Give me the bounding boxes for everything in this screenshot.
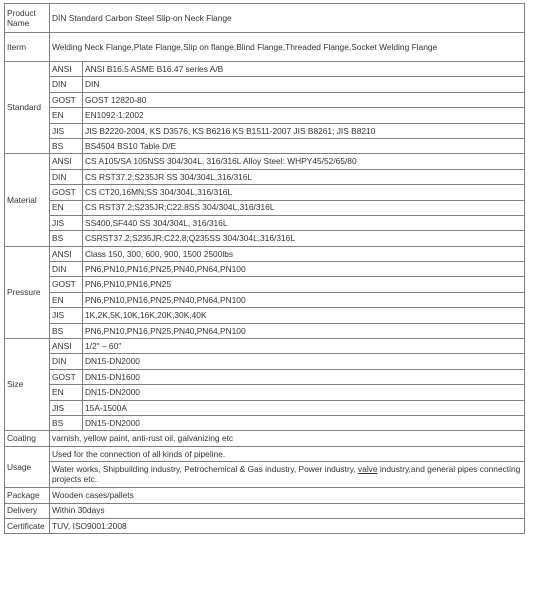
usage-text-before: Water works, Shipbuilding industry, Petrochemical & Gas industry, Power industry, — [52, 464, 358, 475]
delivery-value: Within 30days — [50, 503, 525, 518]
table-row — [5, 138, 525, 153]
coating-label: Coating — [5, 431, 50, 446]
material-value: SS400,SF440 SS 304/304L, 316/316L — [83, 215, 525, 230]
material-code: JIS — [50, 215, 83, 230]
usage-label: Usage — [5, 446, 50, 487]
size-value: DN15-DN2000 — [83, 385, 525, 400]
standard-code: BS — [50, 138, 83, 153]
standard-code: JIS — [50, 123, 83, 138]
delivery-row — [5, 503, 525, 518]
size-code: DIN — [50, 354, 83, 369]
size-code: GOST — [50, 369, 83, 384]
standard-value: DIN — [83, 77, 525, 92]
size-value: DN15-DN1600 — [83, 369, 525, 384]
material-code: BS — [50, 231, 83, 246]
item-label: Iterm — [5, 33, 50, 62]
table-row — [5, 339, 525, 354]
material-code: ANSI — [50, 154, 83, 169]
product-name-value: DIN Standard Carbon Steel Slip-on Neck Flange — [50, 4, 525, 33]
size-code: BS — [50, 415, 83, 430]
package-label: Package — [5, 488, 50, 503]
table-row — [5, 246, 525, 261]
table-row — [5, 277, 525, 292]
material-code: EN — [50, 200, 83, 215]
table-row — [5, 385, 525, 400]
material-label: Material — [5, 154, 50, 246]
pressure-code: DIN — [50, 262, 83, 277]
certificate-row — [5, 518, 525, 533]
size-value: 15A-1500A — [83, 400, 525, 415]
size-code: ANSI — [50, 339, 83, 354]
pressure-label: Pressure — [5, 246, 50, 338]
table-row — [5, 185, 525, 200]
table-row — [5, 415, 525, 430]
pressure-code: EN — [50, 292, 83, 307]
pressure-value: PN6,PN10,PN16,PN25,PN40,PN64,PN100 — [83, 262, 525, 277]
table-row — [5, 292, 525, 307]
table-row — [5, 323, 525, 338]
certificate-value: TUV, ISO9001:2008 — [50, 518, 525, 533]
size-label: Size — [5, 339, 50, 431]
material-code: DIN — [50, 169, 83, 184]
size-value: DN15-DN2000 — [83, 415, 525, 430]
table-row — [5, 77, 525, 92]
standard-value: ANSI B16.5 ASME B16.47 series A/B — [83, 62, 525, 77]
pressure-code: ANSI — [50, 246, 83, 261]
material-value: CS A105/SA 105NSS 304/304L, 316/316L Alloy Steel: WHPY45/52/65/80 — [83, 154, 525, 169]
pressure-code: GOST — [50, 277, 83, 292]
standard-value: JIS B2220-2004, KS D3576, KS B6216 KS B1511-2007 JIS B8261; JIS B8210 — [83, 123, 525, 138]
table-row — [5, 231, 525, 246]
standard-value: BS4504 BS10 Table D/E — [83, 138, 525, 153]
table-row — [5, 369, 525, 384]
size-code: JIS — [50, 400, 83, 415]
table-row — [5, 400, 525, 415]
product-name-row — [5, 4, 525, 33]
delivery-label: Delivery — [5, 503, 50, 518]
pressure-value: PN6,PN10,PN16,PN25 — [83, 277, 525, 292]
table-row — [5, 108, 525, 123]
usage-line-1: Used for the connection of all kinds of pipeline. — [50, 446, 525, 461]
standard-value: EN1092-1:2002 — [83, 108, 525, 123]
pressure-code: BS — [50, 323, 83, 338]
table-row — [5, 354, 525, 369]
usage-row-2 — [5, 462, 525, 488]
material-value: CS RST37.2;S235JR SS 304/304L,316/316L — [83, 169, 525, 184]
usage-text-after: industry,and general pipes connecting projects etc. — [52, 464, 521, 484]
table-row — [5, 62, 525, 77]
table-row — [5, 92, 525, 107]
pressure-value: 1K,2K,5K,10K,16K,20K,30K,40K — [83, 308, 525, 323]
package-value: Wooden cases/pallets — [50, 488, 525, 503]
product-name-label: Product Name — [5, 4, 50, 33]
size-code: EN — [50, 385, 83, 400]
item-row — [5, 33, 525, 62]
size-value: DN15-DN2000 — [83, 354, 525, 369]
material-value: CS CT20,16MN;SS 304/304L,316/316L — [83, 185, 525, 200]
pressure-value: PN6,PN10,PN16,PN25,PN40,PN64,PN100 — [83, 323, 525, 338]
pressure-value: PN6,PN10,PN16,PN25,PN40,PN64,PN100 — [83, 292, 525, 307]
table-row — [5, 215, 525, 230]
standard-label: Standard — [5, 62, 50, 154]
coating-value: varnish, yellow paint, anti-rust oil, galvanizing etc — [50, 431, 525, 446]
pressure-value: Class 150, 300, 600, 900, 1500 2500lbs — [83, 246, 525, 261]
standard-code: DIN — [50, 77, 83, 92]
valve-link[interactable]: valve — [357, 464, 378, 475]
material-value: CSRST37.2;S235JR;C22.8;Q235SS 304/304L,316/316L — [83, 231, 525, 246]
table-row — [5, 123, 525, 138]
coating-row — [5, 431, 525, 446]
item-value: Welding Neck Flange,Plate Flange,Slip on flange,Blind Flange,Threaded Flange,Socket Welding Flange — [50, 33, 525, 62]
standard-value: GOST 12820-80 — [83, 92, 525, 107]
material-value: CS RST37.2;S235JR;C22.8SS 304/304L,316/316L — [83, 200, 525, 215]
material-code: GOST — [50, 185, 83, 200]
table-row — [5, 262, 525, 277]
usage-line-2 — [50, 462, 525, 488]
standard-code: EN — [50, 108, 83, 123]
pressure-code: JIS — [50, 308, 83, 323]
package-row — [5, 488, 525, 503]
table-row — [5, 154, 525, 169]
standard-code: GOST — [50, 92, 83, 107]
table-row — [5, 169, 525, 184]
table-row — [5, 200, 525, 215]
size-value: 1/2" – 60" — [83, 339, 525, 354]
flange-spec-table — [4, 3, 525, 534]
certificate-label: Certificate — [5, 518, 50, 533]
standard-code: ANSI — [50, 62, 83, 77]
usage-row-1 — [5, 446, 525, 461]
table-row — [5, 308, 525, 323]
